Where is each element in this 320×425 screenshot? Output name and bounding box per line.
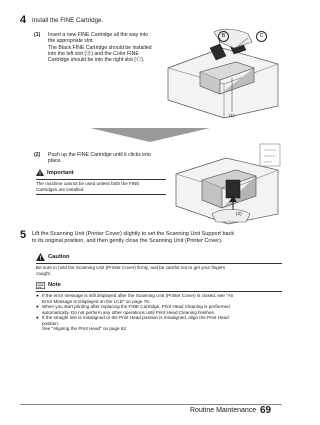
slot-c-label: C — [256, 31, 267, 42]
important-text: The machine cannot be used unless both the FINE Cartridges are installed. — [36, 181, 140, 192]
down-arrow-icon — [90, 128, 210, 142]
slot-b-label: B — [218, 31, 229, 42]
caution-icon — [36, 253, 45, 261]
substep-number: (1) — [34, 32, 41, 38]
list-item: ● If the error message is still displayed after the Scanning Unit (Printer Cover) is closed, see "An Error Message Is Displayed on the LCD" on page 76. — [36, 293, 234, 304]
important-heading: Important — [47, 170, 74, 176]
list-item: ● If the straight line is misaligned or the Print Head position is misaligned, align the Print Head position. See "Aligning the Print Head" on page 62. — [36, 315, 229, 331]
note-list — [36, 293, 286, 332]
figure-callout: (2) — [236, 211, 242, 216]
divider — [36, 194, 166, 195]
substep-text: Push up the FINE Cartridge until it clicks into place. — [48, 152, 151, 165]
cartridge-push-illustration — [172, 144, 282, 224]
caution-heading: Caution — [48, 254, 70, 260]
substep-number: (2) — [34, 152, 41, 158]
footer-rule — [20, 404, 282, 405]
figure-callout: (1) — [229, 113, 235, 118]
divider — [36, 179, 166, 180]
substep-text: Insert a new FINE Cartridge all the way into the appropriate slot. The Black FINE Cartridge should be installed into the left slot (Ⓑ) and the Color FINE Cartridge should be into the right slot (Ⓒ). — [48, 32, 152, 64]
step-number: 4 — [20, 14, 27, 26]
important-icon — [36, 169, 44, 177]
caution-text: Be sure to hold the Scanning Unit (Printer Cover) firmly, and be careful not to get your fingers caught. — [36, 265, 226, 276]
divider — [36, 263, 282, 264]
divider — [36, 291, 282, 292]
step-title: Install the FINE Cartridge. — [32, 17, 104, 24]
note-heading: Note — [48, 282, 61, 288]
step-number: 5 — [20, 229, 27, 241]
note-icon — [36, 282, 45, 289]
list-item: ● When you start printing after replacing the FINE Cartridge, Print Head Cleaning is performed automatically. Do not perform any other operations until Print Head Cleaning finishes. — [36, 304, 230, 315]
footer-section: Routine Maintenance — [190, 407, 257, 414]
page-number: 69 — [260, 405, 272, 416]
step-text: Lift the Scanning Unit (Printer Cover) slightly to set the Scanning Unit Support back to its original position, and then gently close the Scanning Unit (Printer Cover). — [32, 231, 235, 244]
